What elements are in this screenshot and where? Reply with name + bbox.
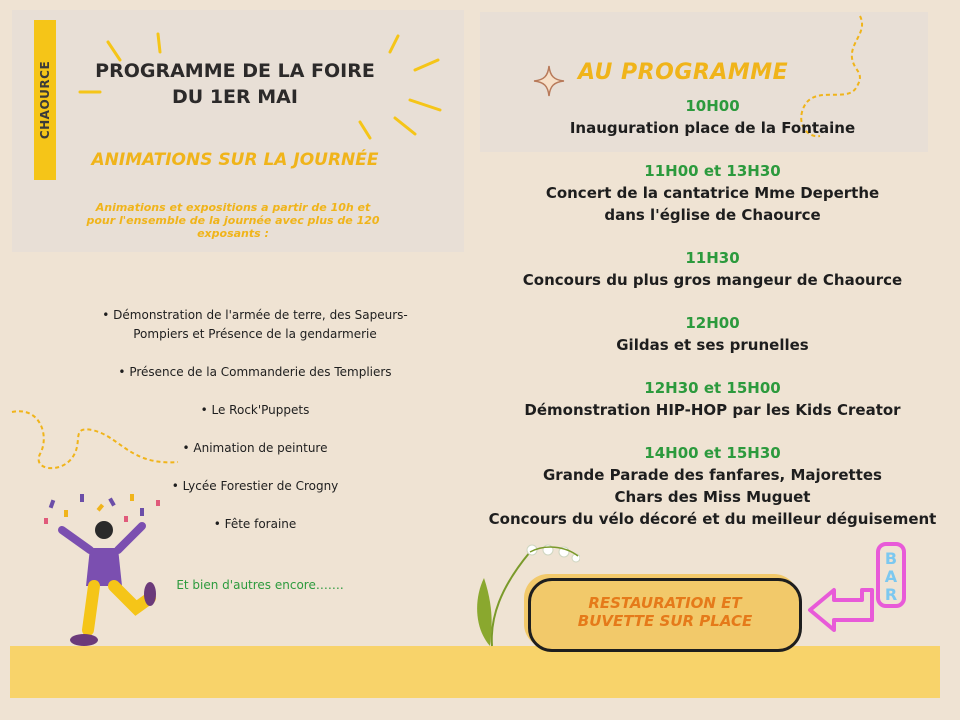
slot-line: Démonstration HIP-HOP par les Kids Creator [524,401,901,419]
chaource-tab [34,20,56,180]
slot-line: Concert de la cantatrice Mme Deperthe [545,184,880,202]
slot-line: Concours du plus gros mangeur de Chaource [522,271,903,289]
chaource-tab-label: CHAOURCE [38,60,52,140]
intro-text: Animations et expositions a partir de 10h et pour l'ensemble de la journée avec plus de 120 exposants : [86,201,380,240]
schedule-slot [480,442,945,530]
bar-neon-sign [806,540,910,632]
list-item: • Fête foraine [213,517,297,531]
schedule-slot [480,160,945,226]
slot-line: Gildas et ses prunelles [616,336,809,354]
slot-line: Inauguration place de la Fontaine [569,119,856,137]
restauration-line-1: RESTAURATION ET [588,594,742,612]
slot-time: 14H00 et 15H30 [644,444,781,462]
list-item: • Lycée Forestier de Crogny [171,479,339,493]
slot-time: 10H00 [685,97,740,115]
slot-line: dans l'église de Chaource [604,206,821,224]
schedule-slot [480,312,945,356]
slot-line: Chars des Miss Muguet [614,488,811,506]
slot-line: Grande Parade des fanfares, Majorettes [543,466,882,484]
dancing-person-illustration [40,490,170,650]
list-item: • Démonstration de l'armée de terre, des Sapeurs-Pompiers et Présence de la gendarmerie [102,308,408,341]
svg-text:B: B [884,549,898,568]
more-text: Et bien d'autres encore……. [176,578,344,592]
list-item: • Le Rock'Puppets [200,403,310,417]
squiggle-decoration [10,406,180,476]
schedule-slot [480,247,945,291]
restauration-badge [528,578,802,652]
title-line-2: DU 1ER MAI [172,86,298,108]
slot-time: 12H00 [685,314,740,332]
list-item: • Animation de peinture [182,441,328,455]
list-item: • Présence de la Commanderie des Templiers [118,365,392,379]
slot-time: 11H30 [685,249,740,267]
slot-time: 11H00 et 13H30 [644,162,781,180]
restauration-line-2: BUVETTE SUR PLACE [577,612,753,630]
program-title: AU PROGRAMME [578,60,789,85]
page-title [90,58,380,110]
schedule-slot [480,377,945,421]
schedule [480,95,945,551]
schedule-slot [480,95,945,139]
restauration-text [531,594,799,630]
title-line-1: PROGRAMME DE LA FOIRE [95,60,375,82]
svg-text:R: R [884,585,898,604]
sparkle-icon [532,64,566,98]
slot-line: Concours du vélo décoré et du meilleur déguisement [488,510,937,528]
svg-text:A: A [884,567,898,586]
bottom-band [10,646,940,698]
animations-subtitle: ANIMATIONS SUR LA JOURNÉE [91,150,379,170]
slot-time: 12H30 et 15H00 [644,379,781,397]
